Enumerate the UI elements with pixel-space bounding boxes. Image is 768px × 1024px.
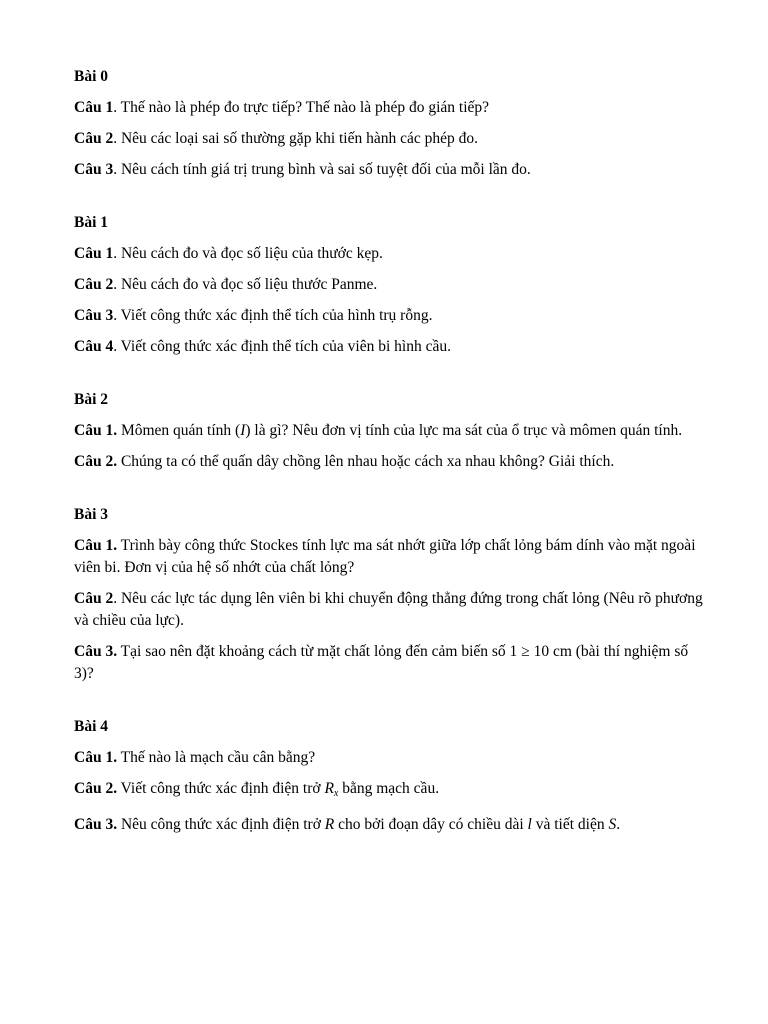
question-label: Câu 2. [74, 780, 118, 797]
question-cau-3 [74, 814, 704, 836]
question-text: I [240, 422, 246, 439]
question-text: Chúng ta có thể quấn dây chồng lên nhau hoặc cách xa nhau không? Giải thích. [117, 453, 615, 470]
section-bai-1 [74, 212, 704, 358]
question-text: và tiết diện [531, 816, 609, 833]
question-label: Câu 1. [74, 749, 118, 766]
question-cau-1 [74, 535, 704, 579]
section-title: Bài 4 [74, 718, 109, 735]
question-cau-2 [74, 451, 704, 473]
question-cau-1 [74, 747, 704, 769]
question-text: ) là gì? Nêu đơn vị tính của lực ma sát của ổ trục và mômen quán tính. [245, 422, 683, 439]
question-label: Câu 1. [74, 422, 118, 439]
section-bai-4 [74, 716, 704, 836]
question-label: Câu 3. [74, 816, 118, 833]
section-bai-3 [74, 504, 704, 685]
question-text: . Nêu các lực tác dụng lên viên bi khi chuyển động thẳng đứng trong chất lỏng (Nêu rõ phương và chiều của lực). [74, 590, 703, 629]
question-cau-3 [74, 641, 704, 685]
question-cau-3 [74, 159, 704, 181]
question-cau-2 [74, 588, 704, 632]
question-text: Nêu công thức xác định điện trở [117, 816, 325, 833]
question-label: Câu 4 [74, 338, 114, 355]
question-text: . Nêu cách đo và đọc số liệu của thước kẹp. [113, 245, 383, 262]
question-text: . Viết công thức xác định thể tích của hình trụ rỗng. [113, 307, 433, 324]
question-cau-2 [74, 128, 704, 150]
question-text: . Nêu cách đo và đọc số liệu thước Panme. [113, 276, 378, 293]
question-text: x [333, 788, 339, 799]
question-text: Mômen quán tính ( [117, 422, 241, 439]
section-bai-0 [74, 66, 704, 181]
question-cau-2 [74, 778, 704, 805]
question-text: R [324, 780, 334, 797]
question-cau-1 [74, 420, 704, 442]
question-list [74, 66, 704, 867]
section-title: Bài 1 [74, 214, 109, 231]
section-title: Bài 0 [74, 68, 109, 85]
section-title: Bài 3 [74, 506, 109, 523]
question-text: l [527, 816, 532, 833]
question-label: Câu 2 [74, 590, 114, 607]
question-text: . Viết công thức xác định thể tích của viên bi hình cầu. [113, 338, 451, 355]
question-text: Tại sao nên đặt khoảng cách từ mặt chất lỏng đến cảm biến số 1 ≥ 10 cm (bài thí nghiệm số 3)? [74, 643, 689, 682]
question-label: Câu 3 [74, 161, 114, 178]
question-text: cho bởi đoạn dây có chiều dài [334, 816, 528, 833]
question-text: R [324, 816, 335, 833]
section-title: Bài 2 [74, 391, 109, 408]
question-text: bằng mạch cầu. [338, 780, 440, 797]
question-text: . Nêu cách tính giá trị trung bình và sai số tuyệt đối của mỗi lần đo. [113, 161, 531, 178]
question-text: S [608, 816, 617, 833]
question-cau-4 [74, 336, 704, 358]
question-label: Câu 1 [74, 245, 114, 262]
question-label: Câu 3. [74, 643, 118, 660]
question-label: Câu 2 [74, 276, 114, 293]
question-cau-2 [74, 274, 704, 296]
question-text: . Thế nào là phép đo trực tiếp? Thế nào là phép đo gián tiếp? [113, 99, 490, 116]
question-label: Câu 2 [74, 130, 114, 147]
question-cau-1 [74, 243, 704, 265]
question-text: . Nêu các loại sai số thường gặp khi tiến hành các phép đo. [113, 130, 479, 147]
question-cau-1 [74, 97, 704, 119]
question-cau-3 [74, 305, 704, 327]
question-label: Câu 2. [74, 453, 118, 470]
question-text: Trình bày công thức Stockes tính lực ma sát nhớt giữa lớp chất lỏng bám dính vào mặt ngoài viên bi. Đơn vị của hệ số nhớt của chất lỏng? [74, 537, 696, 576]
question-label: Câu 1. [74, 537, 118, 554]
question-text: Viết công thức xác định điện trở [117, 780, 325, 797]
question-text: Thế nào là mạch cầu cân bằng? [117, 749, 316, 766]
question-text: . [616, 816, 621, 833]
section-bai-2 [74, 389, 704, 473]
question-label: Câu 1 [74, 99, 114, 116]
question-label: Câu 3 [74, 307, 114, 324]
